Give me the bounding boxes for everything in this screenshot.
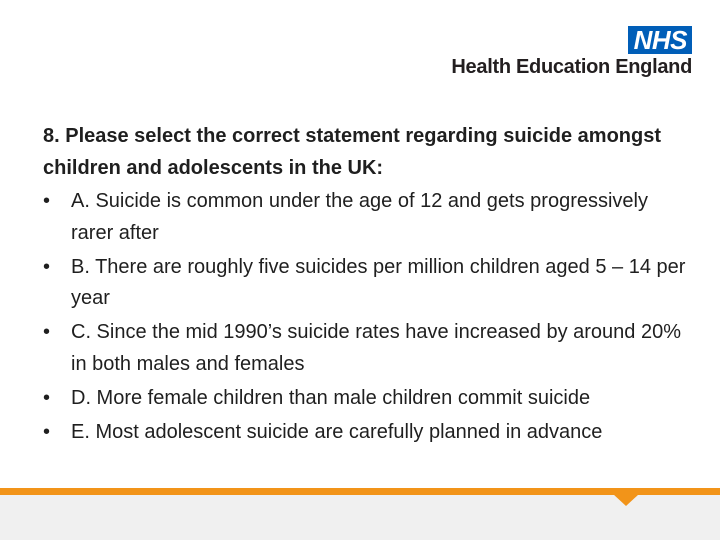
organisation-name: Health Education England [451,56,692,78]
bullet-icon: • [43,386,51,409]
answer-option-a [43,186,693,249]
footer-orange-band [0,488,720,495]
answer-option-text: A. Suicide is common under the age of 12 and gets progressively rarer after [71,190,648,244]
bullet-icon: • [43,255,51,278]
nhs-hee-logo [451,26,692,79]
question-text: 8. Please select the correct statement regarding suicide amongst children and adolescents in the UK: [43,125,662,179]
footer-notch-arrow [613,494,639,506]
bullet-icon: • [43,321,51,343]
answer-option-d [43,383,693,415]
slide-content [43,121,693,451]
answer-option-e [43,417,693,449]
answer-option-b [43,252,693,315]
footer-background [0,495,720,540]
answer-option-text: D. More female children than male children commit suicide [71,386,591,409]
bullet-icon: • [43,420,51,443]
answer-option-text: B. There are roughly five suicides per million children aged 5 – 14 per year [71,255,686,309]
answer-option-text: E. Most adolescent suicide are carefully planned in advance [71,420,603,443]
answer-options-list [43,186,693,448]
answer-option-c [43,317,693,380]
nhs-logo-mark: NHS [628,26,692,54]
bullet-icon: • [43,190,51,212]
answer-option-text: C. Since the mid 1990’s suicide rates have increased by around 20% in both males and females [71,321,681,375]
